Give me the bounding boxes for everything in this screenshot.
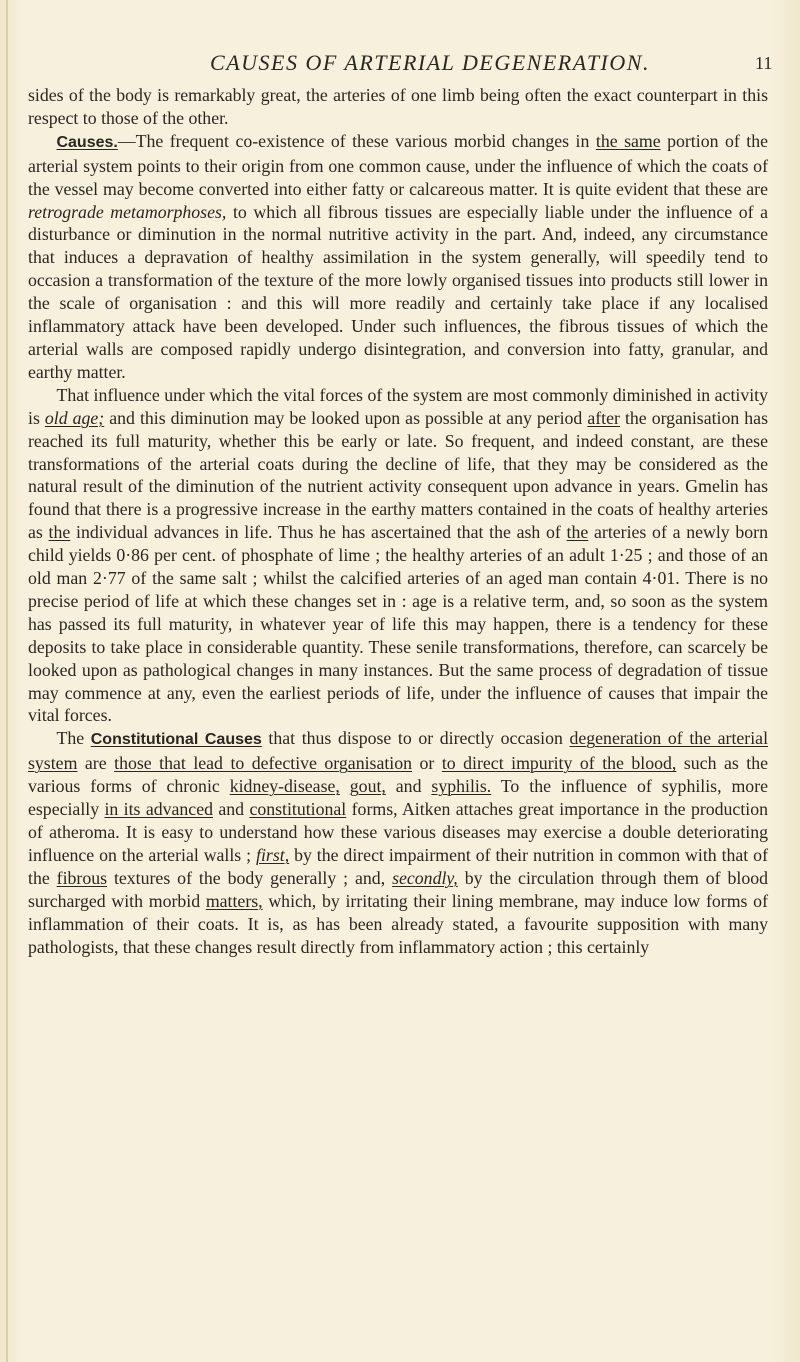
underlined-text: those that lead to defective organisation [114, 753, 412, 774]
paragraph-causes [28, 130, 768, 384]
underlined-text: the same [595, 130, 661, 151]
text-run: to which all fibrous tissues are especially liable under the influence of a disturbance or diminution in the normal nutritive activity in the part. And, indeed, any circumstance that induces a depravation of healthy assimilation in the system generally, will speedily tend to occasion a transformation of the texture of the more lowly organised tissues into products still lower in the scale of organisation : and this will more readily and certainly take place if any localised inflammatory attack have been developed. Under such influences, the fibrous tissues of which the arterial walls are composed rapidly undergo disintegration, and conversion into fatty, granular, and earthy matter. [28, 201, 768, 382]
text-run [340, 776, 350, 796]
text-run: by the circulation through them of blood surcharged with morbid [28, 867, 768, 911]
running-head: CAUSES OF ARTERIAL DEGENERATION. [210, 50, 650, 75]
underlined-text: the [566, 522, 589, 543]
text-run: which, by irritating their lining membrane, may induce low forms of inflammation of their coats. It is, as has been already stated, a favourite supposition with many pathologists, that these changes result directly from inflammatory action ; this certainly [28, 890, 768, 957]
text-run: To the influence of syphilis, more especially [28, 776, 769, 820]
text-run: portion of the arterial system points to their origin from one common cause, under the influence of which the coats of the vessel may become converted into either fatty or calcareous matter. It is quite evident that these are [28, 130, 768, 199]
italic-text: first, [256, 844, 290, 865]
underlined-text: syphilis. [431, 776, 492, 797]
text-run: and this diminution may be looked upon as possible at any period [104, 407, 588, 428]
italic-text: retrograde metamorphoses, [28, 201, 227, 222]
text-run: forms, Aitken attaches great importance in the production of atheroma. It is easy to understand how these various diseases may exercise a double deteriorating influence on the arterial walls ; [28, 799, 768, 865]
text-run: That influence under which the vital forces of the system are most commonly diminished in activity is [28, 384, 768, 428]
text-run: the organisation has reached its full maturity, whether this be early or late. So frequent, and indeed constant, are these transformations of the arterial coats during the decline of life, that they may be considered as the natural result of the diminution of the nutrient activity consequent upon advance in years. Gmelin has found that there is a progressive increase in the earthy matters contained in the coats of healthy arteries as [28, 407, 768, 543]
text-run: or [412, 753, 442, 774]
text-run: and [213, 799, 250, 820]
text-run: are [77, 753, 115, 774]
paragraph-constitutional-causes [28, 727, 768, 958]
text-run: such as the various forms of chronic [28, 753, 769, 797]
text-run: textures of the body generally ; and, [107, 867, 393, 888]
paragraph-1: sides of the body is remarkably great, the arteries of one limb being often the exact counterpart in this respect to those of the other. [28, 85, 768, 128]
underlined-text: degeneration of the arterial system [28, 728, 769, 774]
page-edge-shadow [6, 0, 8, 1362]
text-run: and [385, 776, 432, 797]
paragraph-old-age [28, 384, 768, 728]
text-run: that thus dispose to or directly occasion [261, 728, 570, 749]
underlined-text: fibrous [56, 867, 108, 888]
italic-text: secondly, [392, 867, 458, 888]
body-text [28, 84, 768, 958]
italic-text: old age; [44, 407, 105, 428]
text-run: by the direct impairment of their nutrition in common with that of the [28, 844, 768, 888]
page-number: 11 [755, 53, 773, 73]
text-run: individual advances in life. Thus he has ascertained that the ash of [70, 522, 567, 543]
underlined-text: gout, [349, 776, 386, 797]
underlined-text: to direct impurity of the blood, [441, 753, 677, 774]
text-run: The [56, 728, 91, 749]
underlined-text: kidney-disease, [229, 776, 340, 797]
underlined-text: after [587, 407, 620, 428]
text-run: —The frequent co-existence of these various morbid changes in [117, 130, 596, 151]
underlined-text: the [48, 522, 71, 543]
underlined-text: matters, [205, 890, 263, 911]
text-run: arteries of a newly born child yields 0·86 per cent. of phosphate of lime ; the healthy arteries of an adult 1·25 ; and those of an old man 2·77 of the same salt ; whilst the calcified arteries of an aged man contain 4·01. There is no precise period of life at which these changes set in : age is a relative term, and, so soon as the system has passed its full maturity, in whatever year of life this may happen, there is a tendency for these deposits to take place in considerable quantity. These senile transformations, therefore, can scarcely be looked upon as pathological changes in many instances. But the same process of degradation of tissue may commence at any, even the earliest periods of life, under the influence of causes that impair the vital forces. [28, 522, 768, 726]
section-heading-constitutional-causes: Constitutional Causes [90, 731, 262, 749]
underlined-text: in its advanced [104, 799, 213, 820]
section-heading-causes: Causes. [56, 133, 118, 151]
underlined-text: constitutional [249, 799, 347, 820]
